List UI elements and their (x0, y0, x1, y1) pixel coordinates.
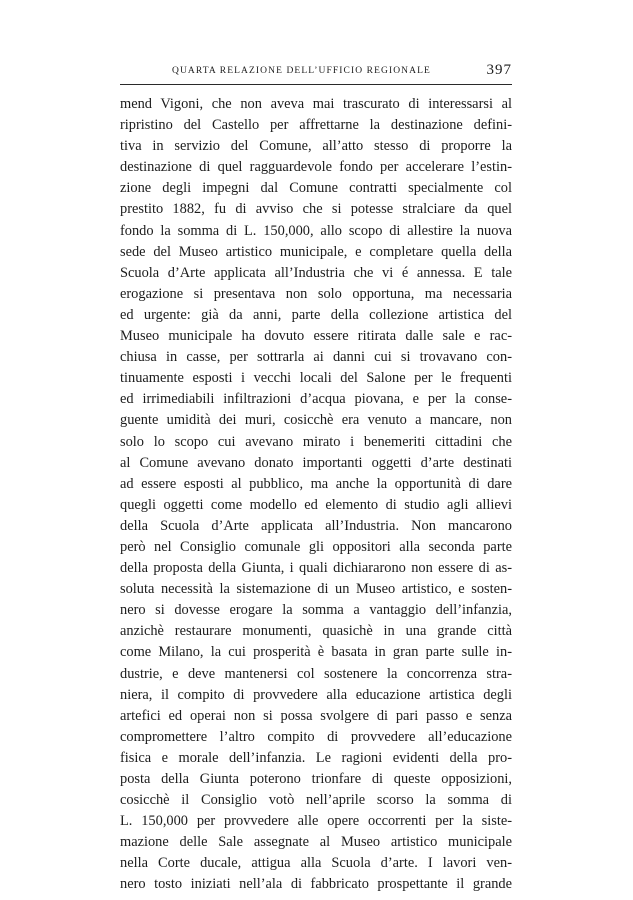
text-line: nella Corte ducale, attigua alla Scuola d’arte. I lavori ven- (120, 855, 512, 872)
text-line: posta della Giunta poterono trionfare di queste opposizioni, (120, 771, 512, 787)
text-line: ripristino del Castello per affrettarne la destinazione defini- (120, 117, 512, 134)
text-line: tinuamente esposti i vecchi locali del Salone per le frequenti (120, 370, 512, 387)
text-line: fisica e morale dell’infanzia. Le ragioni evidenti della pro- (120, 749, 512, 766)
text-line: al Comune avevano donato importanti oggetti d’arte destinati (120, 454, 512, 471)
text-line: destinazione di quel ragguardevole fondo per accelerare l’estin- (120, 159, 512, 176)
text-line: sede del Museo artistico municipale, e completare quella della (120, 243, 512, 260)
text-line: ad essere esposti al pubblico, ma anche la opportunità di dare (120, 475, 512, 492)
text-line: nero tosto iniziati nell’ala di fabbricato prospettante il grande (120, 876, 512, 893)
text-line: nero si dovesse erogare la somma a vantaggio dell’infanzia, (120, 602, 512, 619)
page-number: 397 (486, 62, 512, 78)
text-line: soluta necessità la sistemazione di un Museo artistico, e sosten- (120, 581, 512, 598)
text-line: come Milano, la cui prosperità è basata in gran parte sulle in- (120, 644, 512, 661)
header-rule (120, 84, 512, 85)
text-line: artefici ed operai non si possa svolgere di pari passo e senza (120, 707, 512, 724)
text-line: erogazione si presentava non solo opportuna, ma necessaria (120, 285, 512, 302)
text-line: mend Vigoni, che non aveva mai trascurato di interessarsi al (120, 96, 512, 112)
text-line: niera, il compito di provvedere alla educazione artistica degli (120, 686, 512, 703)
text-line: Museo municipale ha dovuto essere ritirata dalle sale e rac- (120, 328, 512, 345)
text-line: della Scuola d’Arte applicata all’Industria. Non mancarono (120, 517, 512, 534)
body-text (120, 94, 512, 896)
text-line: L. 150,000 per provvedere alle opere occorrenti per la siste- (120, 813, 512, 830)
text-line: compromettere l’altro compito di provvedere all’educazione (120, 728, 512, 745)
text-line: guente umidità dei muri, cosicchè era venuto a mancare, non (120, 412, 512, 429)
text-line: mazione delle Sale assegnate al Museo artistico municipale (120, 834, 512, 851)
text-line: cosicchè il Consiglio votò nell’aprile scorso la somma di (120, 792, 512, 809)
text-line: prestito 1882, fu di avviso che si potesse stralciare da quel (120, 201, 512, 218)
text-line: fondo la somma di L. 150,000, allo scopo di allestire la nuova (120, 222, 512, 239)
text-line: ed urgente: già da anni, parte della collezione artistica del (120, 306, 512, 323)
text-line: però nel Consiglio comunale gli oppositori alla seconda parte (120, 538, 512, 555)
text-line: quegli oggetti come modello ed elemento di studio agli allievi (120, 496, 512, 513)
text-line: solo lo scopo cui avevano mirato i benemeriti cittadini che (120, 433, 512, 450)
text-line: ed irrimediabili infiltrazioni d’acqua piovana, e per la conse- (120, 391, 512, 408)
running-head: QUARTA RELAZIONE DELL’UFFICIO REGIONALE (172, 66, 431, 76)
text-line: anzichè restaurare monumenti, quasichè in una grande città (120, 623, 512, 640)
text-line: Scuola d’Arte applicata all’Industria che vi é annessa. E tale (120, 264, 512, 281)
text-line: zione degli impegni dal Comune contratti specialmente col (120, 180, 512, 197)
page-header (120, 60, 512, 86)
text-line: chiusa in casse, per sottrarla ai danni cui si trovavano con- (120, 349, 512, 366)
text-line: tiva in servizio del Comune, all’atto stesso di proporre la (120, 138, 512, 155)
text-line: della proposta della Giunta, i quali dichiararono non essere di as- (120, 560, 512, 577)
text-line: dustrie, e deve mantenersi col sostenere la concorrenza stra- (120, 665, 512, 682)
